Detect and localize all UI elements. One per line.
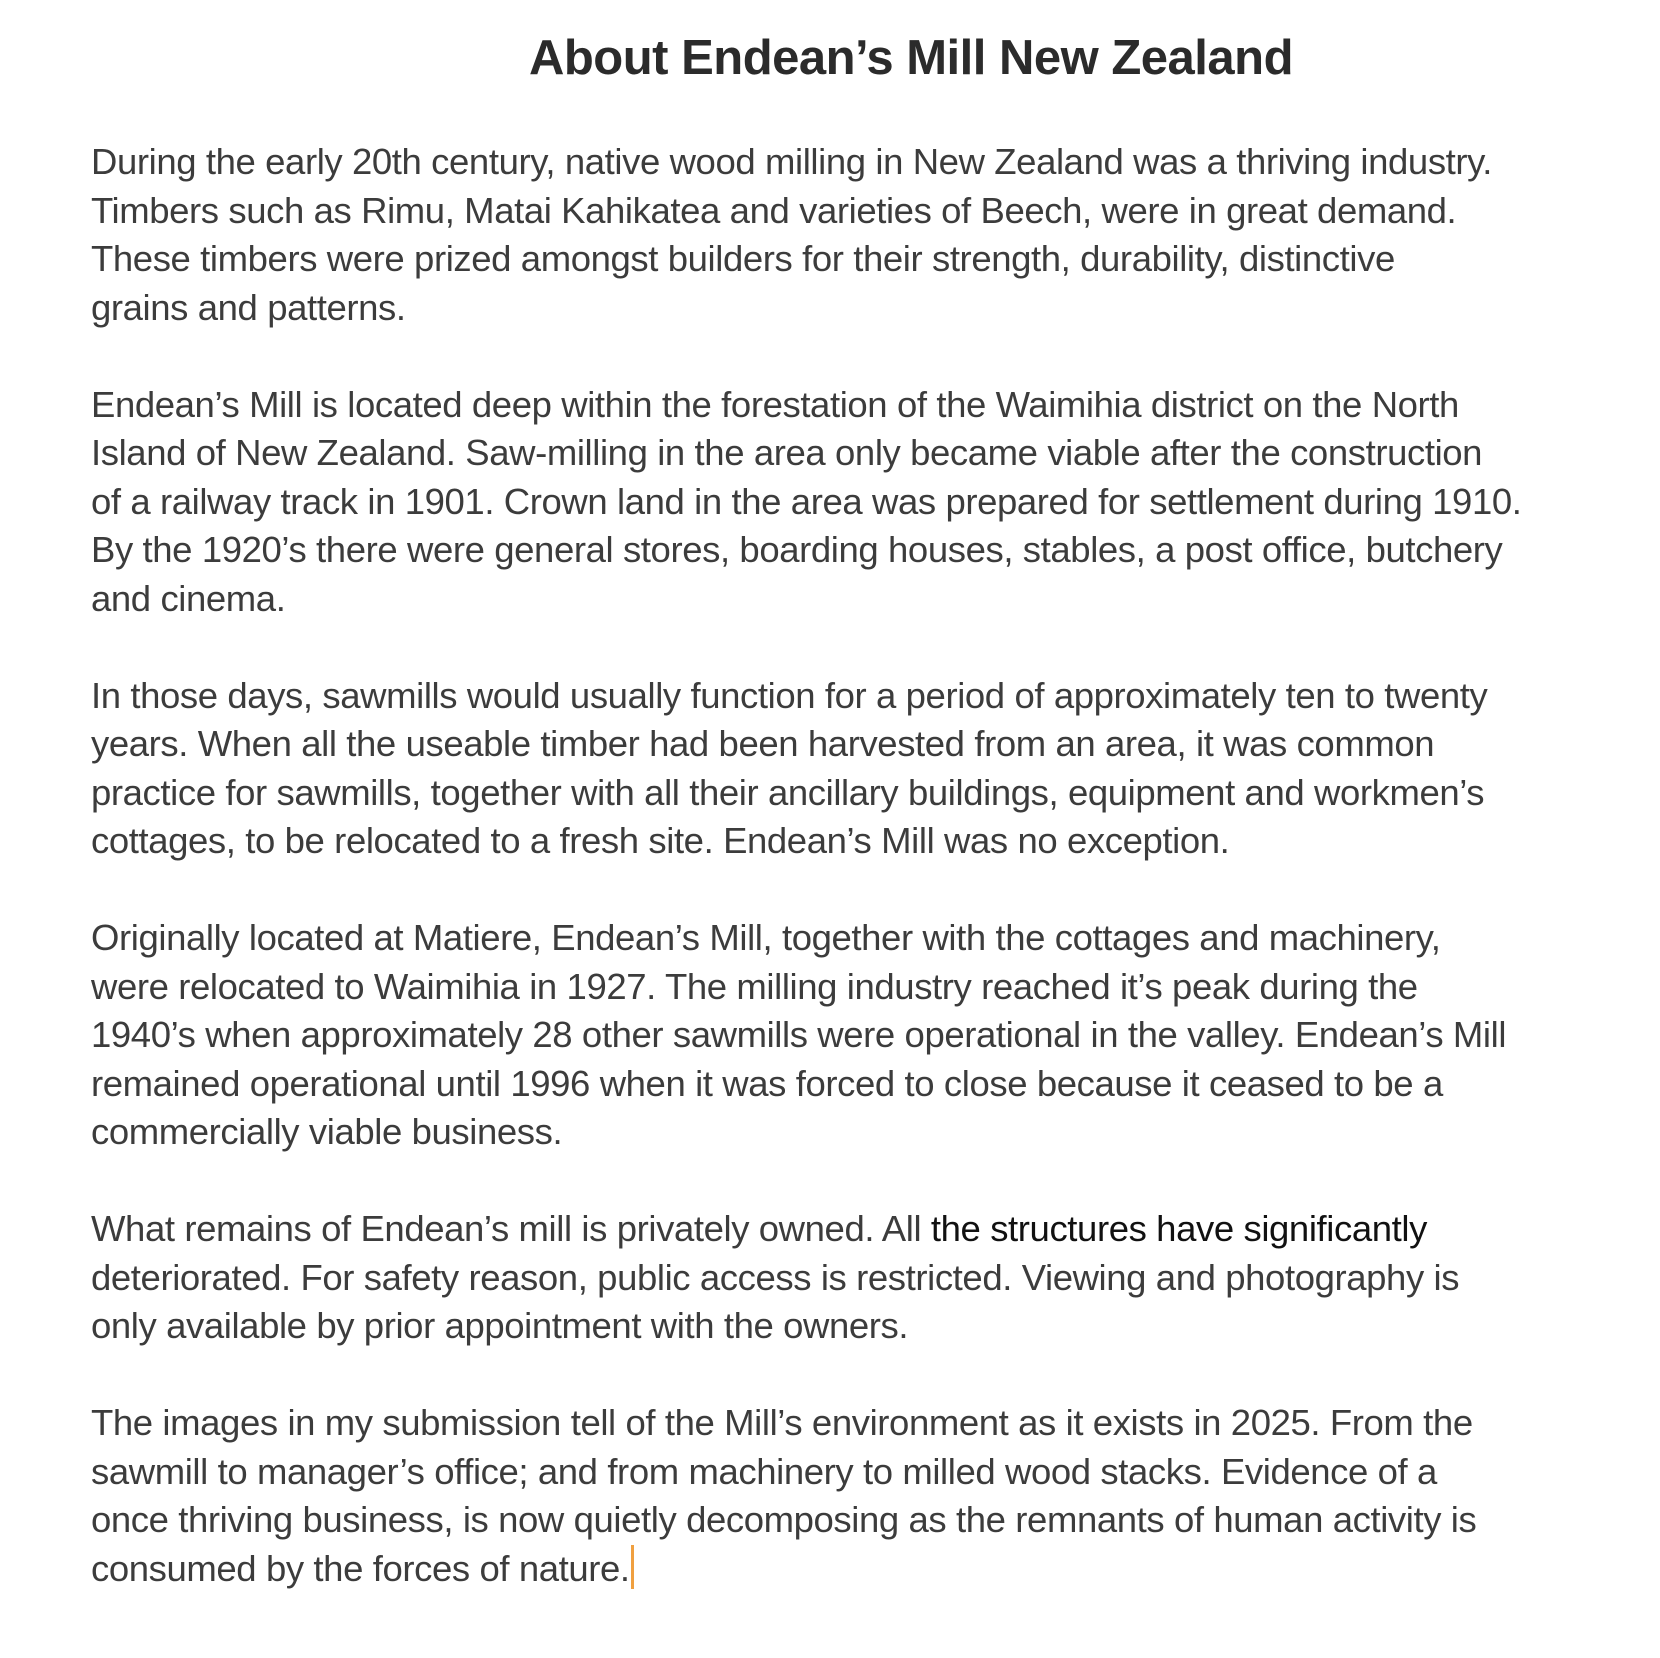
text-segment: consumed by the forces of nature. bbox=[91, 1547, 630, 1589]
text-line: Timbers such as Rimu, Matai Kahikatea and varieties of Beech, were in great demand. bbox=[91, 189, 1457, 231]
document-body[interactable] bbox=[91, 138, 1571, 1642]
text-line: commercially viable business. bbox=[91, 1111, 563, 1152]
text-line: These timbers were prized amongst builders for their strength, durability, distinctive bbox=[91, 238, 1395, 279]
text-segment: What remains of Endean’s mill is privately owned. All bbox=[91, 1208, 931, 1249]
text-line: of a railway track in 1901. Crown land in the area was prepared for settlement during 1910. bbox=[91, 480, 1522, 522]
text-line: practice for sawmills, together with all their ancillary buildings, equipment and workmen’s bbox=[91, 771, 1485, 813]
paragraph-1 bbox=[91, 138, 1571, 332]
text-line: The images in my submission tell of the Mill’s environment as it exists in 2025. From the bbox=[91, 1402, 1473, 1443]
paragraph-5 bbox=[91, 1205, 1571, 1351]
text-line: years. When all the useable timber had been harvested from an area, it was common bbox=[91, 723, 1435, 764]
text-line: sawmill to manager’s office; and from machinery to milled wood stacks. Evidence of a bbox=[91, 1450, 1437, 1492]
text-line: once thriving business, is now quietly decomposing as the remnants of human activity is bbox=[91, 1499, 1477, 1540]
text-line: and cinema. bbox=[91, 577, 286, 619]
text-line: Originally located at Matiere, Endean’s Mill, together with the cottages and machinery, bbox=[91, 917, 1441, 958]
page-title: About Endean’s Mill New Zealand bbox=[528, 31, 1294, 85]
text-line: During the early 20th century, native wood milling in New Zealand was a thriving industry. bbox=[91, 141, 1493, 182]
text-segment-dark: the structures have significantly bbox=[930, 1208, 1427, 1249]
text-line bbox=[91, 1545, 1571, 1594]
text-line: cottages, to be relocated to a fresh site. Endean’s Mill was no exception. bbox=[91, 820, 1230, 861]
text-line: Island of New Zealand. Saw-milling in the area only became viable after the construction bbox=[91, 432, 1483, 473]
text-line: were relocated to Waimihia in 1927. The milling industry reached it’s peak during the bbox=[91, 965, 1418, 1007]
text-line: only available by prior appointment with the owners. bbox=[91, 1305, 909, 1346]
paragraph-6 bbox=[91, 1399, 1571, 1593]
text-line: In those days, sawmills would usually function for a period of approximately ten to twenty bbox=[91, 674, 1488, 716]
text-line: 1940’s when approximately 28 other sawmills were operational in the valley. Endean’s Mill bbox=[91, 1014, 1507, 1055]
text-line: Endean’s Mill is located deep within the forestation of the Waimihia district on the North bbox=[91, 383, 1459, 425]
text-line: grains and patterns. bbox=[91, 286, 406, 328]
paragraph-3 bbox=[91, 672, 1571, 866]
paragraph-4 bbox=[91, 914, 1571, 1157]
text-line bbox=[91, 1205, 1571, 1254]
text-line: deteriorated. For safety reason, public access is restricted. Viewing and photography is bbox=[91, 1256, 1460, 1298]
text-line: remained operational until 1996 when it was forced to close because it ceased to be a bbox=[91, 1062, 1443, 1104]
text-cursor bbox=[631, 1545, 634, 1589]
text-line: By the 1920’s there were general stores, boarding houses, stables, a post office, butchery bbox=[91, 529, 1503, 570]
paragraph-2 bbox=[91, 381, 1571, 624]
